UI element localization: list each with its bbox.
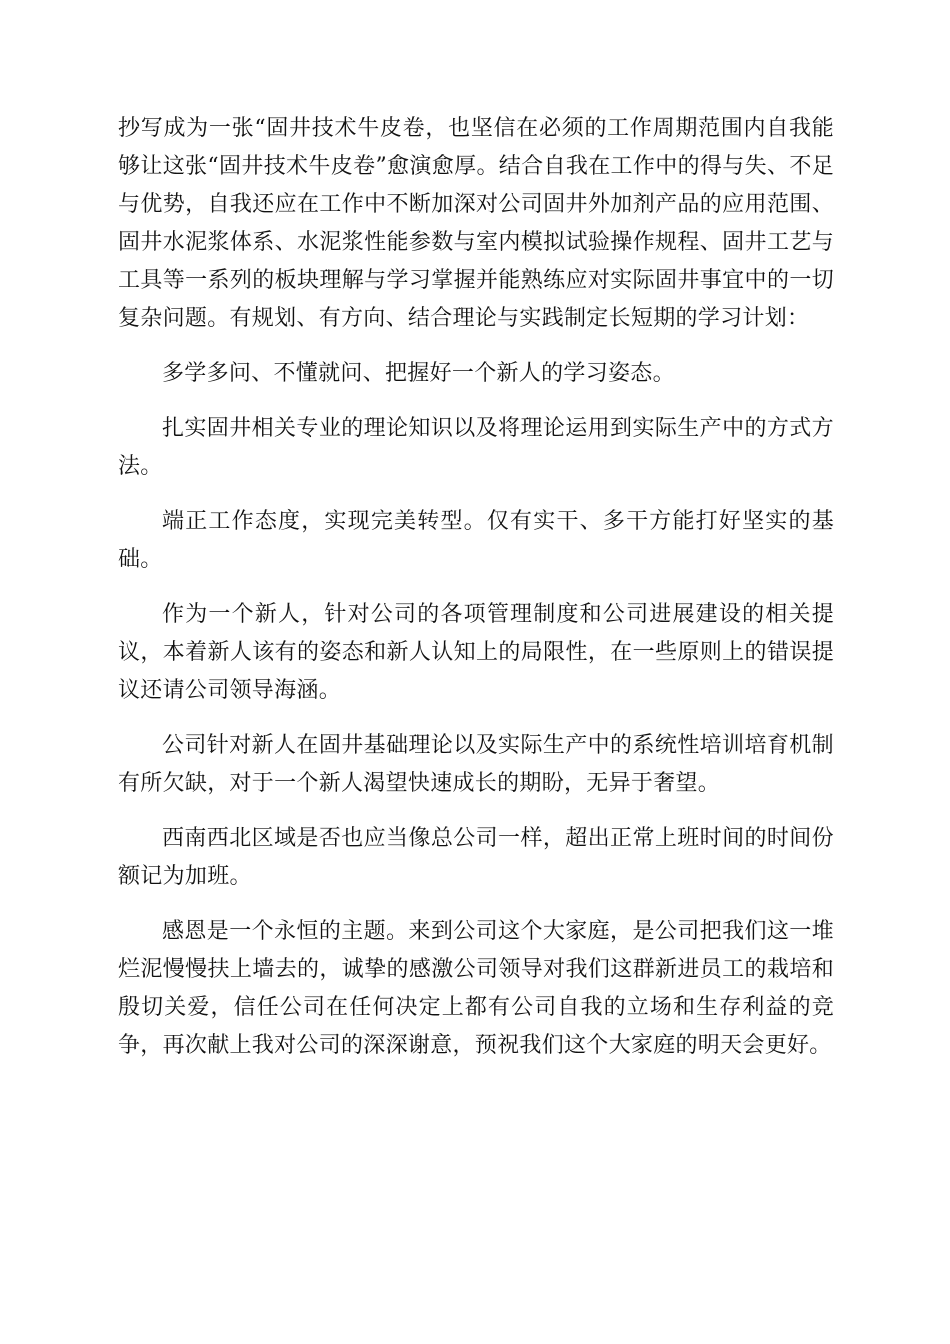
paragraph-theory-knowledge: 扎实固井相关专业的理论知识以及将理论运用到实际生产中的方式方法。 — [118, 416, 834, 479]
paragraph-suggestions-intro: 作为一个新人，针对公司的各项管理制度和公司进展建设的相关提议，本着新人该有的姿态和新人认知上的局限性，在一些原则上的错误提议还请公司领导海涵。 — [118, 602, 834, 703]
paragraph-continuation: 抄写成为一张“固井技术牛皮卷，也坚信在必须的工作周期范围内自我能够让这张“固井技术牛皮卷”愈演愈厚。结合自我在工作中的得与失、不足与优势，自我还应在工作中不断加深对公司固井外加剂产品的应用范围、固井水泥浆体系、水泥浆性能参数与室内模拟试验操作规程、固井工艺与工具等一系列的板块理解与学习掌握并能熟练应对实际固井事宜中的一切复杂问题。有规划、有方向、结合理论与实践制定长短期的学习计划： — [118, 116, 834, 331]
paragraph-training-mechanism: 公司针对新人在固井基础理论以及实际生产中的系统性培训培育机制有所欠缺，对于一个新人渴望快速成长的期盼，无异于奢望。 — [118, 733, 834, 796]
paragraph-work-attitude: 端正工作态度，实现完美转型。仅有实干、多干方能打好坚实的基础。 — [118, 509, 834, 572]
paragraph-overtime: 西南西北区域是否也应当像总公司一样，超出正常上班时间的时间份额记为加班。 — [118, 826, 834, 889]
paragraph-gratitude: 感恩是一个永恒的主题。来到公司这个大家庭，是公司把我们这一堆烂泥慢慢扶上墙去的，诚挚的感激公司领导对我们这群新进员工的栽培和殷切关爱，信任公司在任何决定上都有公司自我的立场和生存利益的竞争，再次献上我对公司的深深谢意，预祝我们这个大家庭的明天会更好。 — [118, 919, 834, 1058]
paragraph-study-attitude: 多学多问、不懂就问、把握好一个新人的学习姿态。 — [162, 361, 675, 386]
document-body — [118, 110, 834, 1082]
